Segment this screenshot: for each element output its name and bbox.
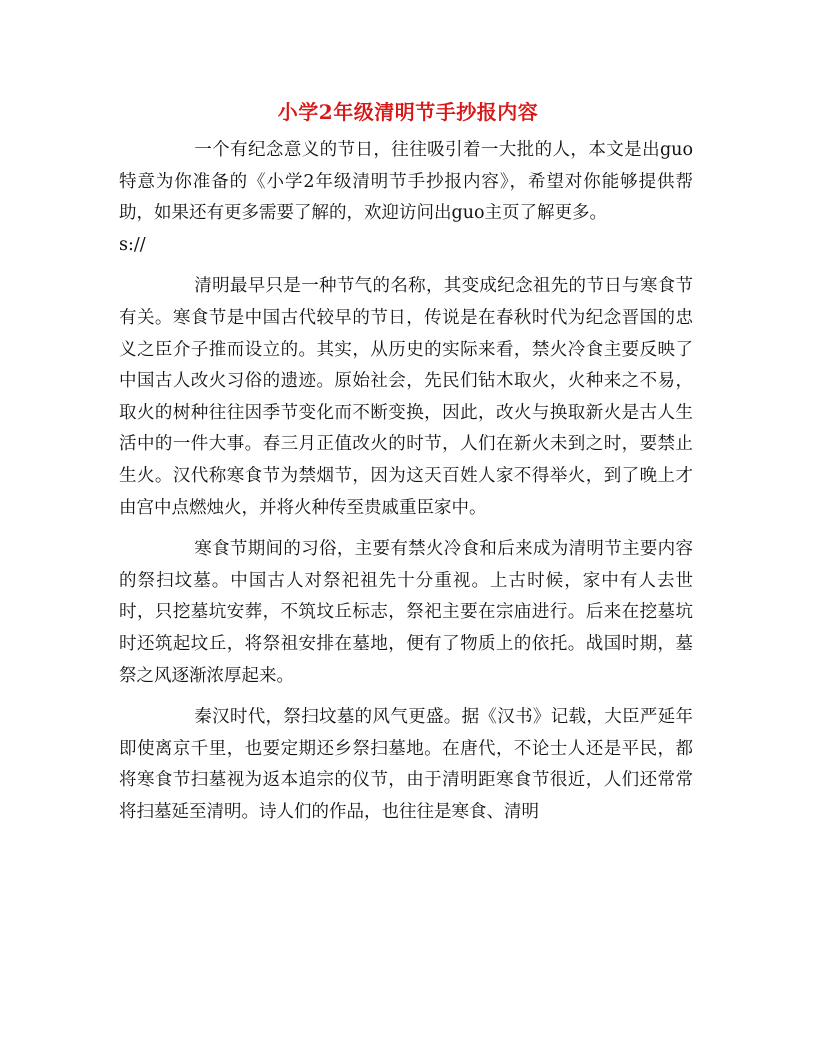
url-fragment: s://	[119, 234, 146, 255]
body-paragraph-2: 寒食节期间的习俗，主要有禁火冷食和后来成为清明节主要内容的祭扫坟墓。中国古人对祭祀祖先十分重视。上古时候，家中有人去世时，只挖墓坑安葬，不筑坟丘标志，祭祀主要在宗庙进行。后来在挖墓坑时还筑起坟丘，将祭祖安排在墓地，便有了物质上的依托。战国时期，墓祭之风逐渐浓厚起来。	[119, 539, 693, 686]
intro-paragraph: 一个有纪念意义的节日，往往吸引着一大批的人，本文是出guo特意为你准备的《小学2年级清明节手抄报内容》，希望对你能够提供帮助，如果还有更多需要了解的，欢迎访问出guo主页了解更多。	[119, 140, 693, 224]
document-body	[119, 135, 693, 838]
body-paragraph-1: 清明最早只是一种节气的名称，其变成纪念祖先的节日与寒食节有关。寒食节是中国古代较早的节日，传说是在春秋时代为纪念晋国的忠义之臣介子推而设立的。其实，从历史的实际来看，禁火冷食主要反映了中国古人改火习俗的遗迹。原始社会，先民们钻木取火，火种来之不易，取火的树种往往因季节变化而不断变换，因此，改火与换取新火是古人生活中的一件大事。春三月正值改火的时节，人们在新火未到之时，要禁止生火。汉代称寒食节为禁烟节，因为这天百姓人家不得举火，到了晚上才由宫中点燃烛火，并将火种传至贵戚重臣家中。	[119, 276, 693, 518]
body-paragraph-3: 秦汉时代，祭扫坟墓的风气更盛。据《汉书》记载，大臣严延年即使离京千里，也要定期还乡祭扫墓地。在唐代，不论士人还是平民，都将寒食节扫墓视为返本追宗的仪节，由于清明距寒食节很近，人们还常常将扫墓延至清明。诗人们的作品，也往往是寒食、清明	[119, 707, 693, 822]
document-title: 小学2年级清明节手抄报内容	[277, 100, 539, 124]
